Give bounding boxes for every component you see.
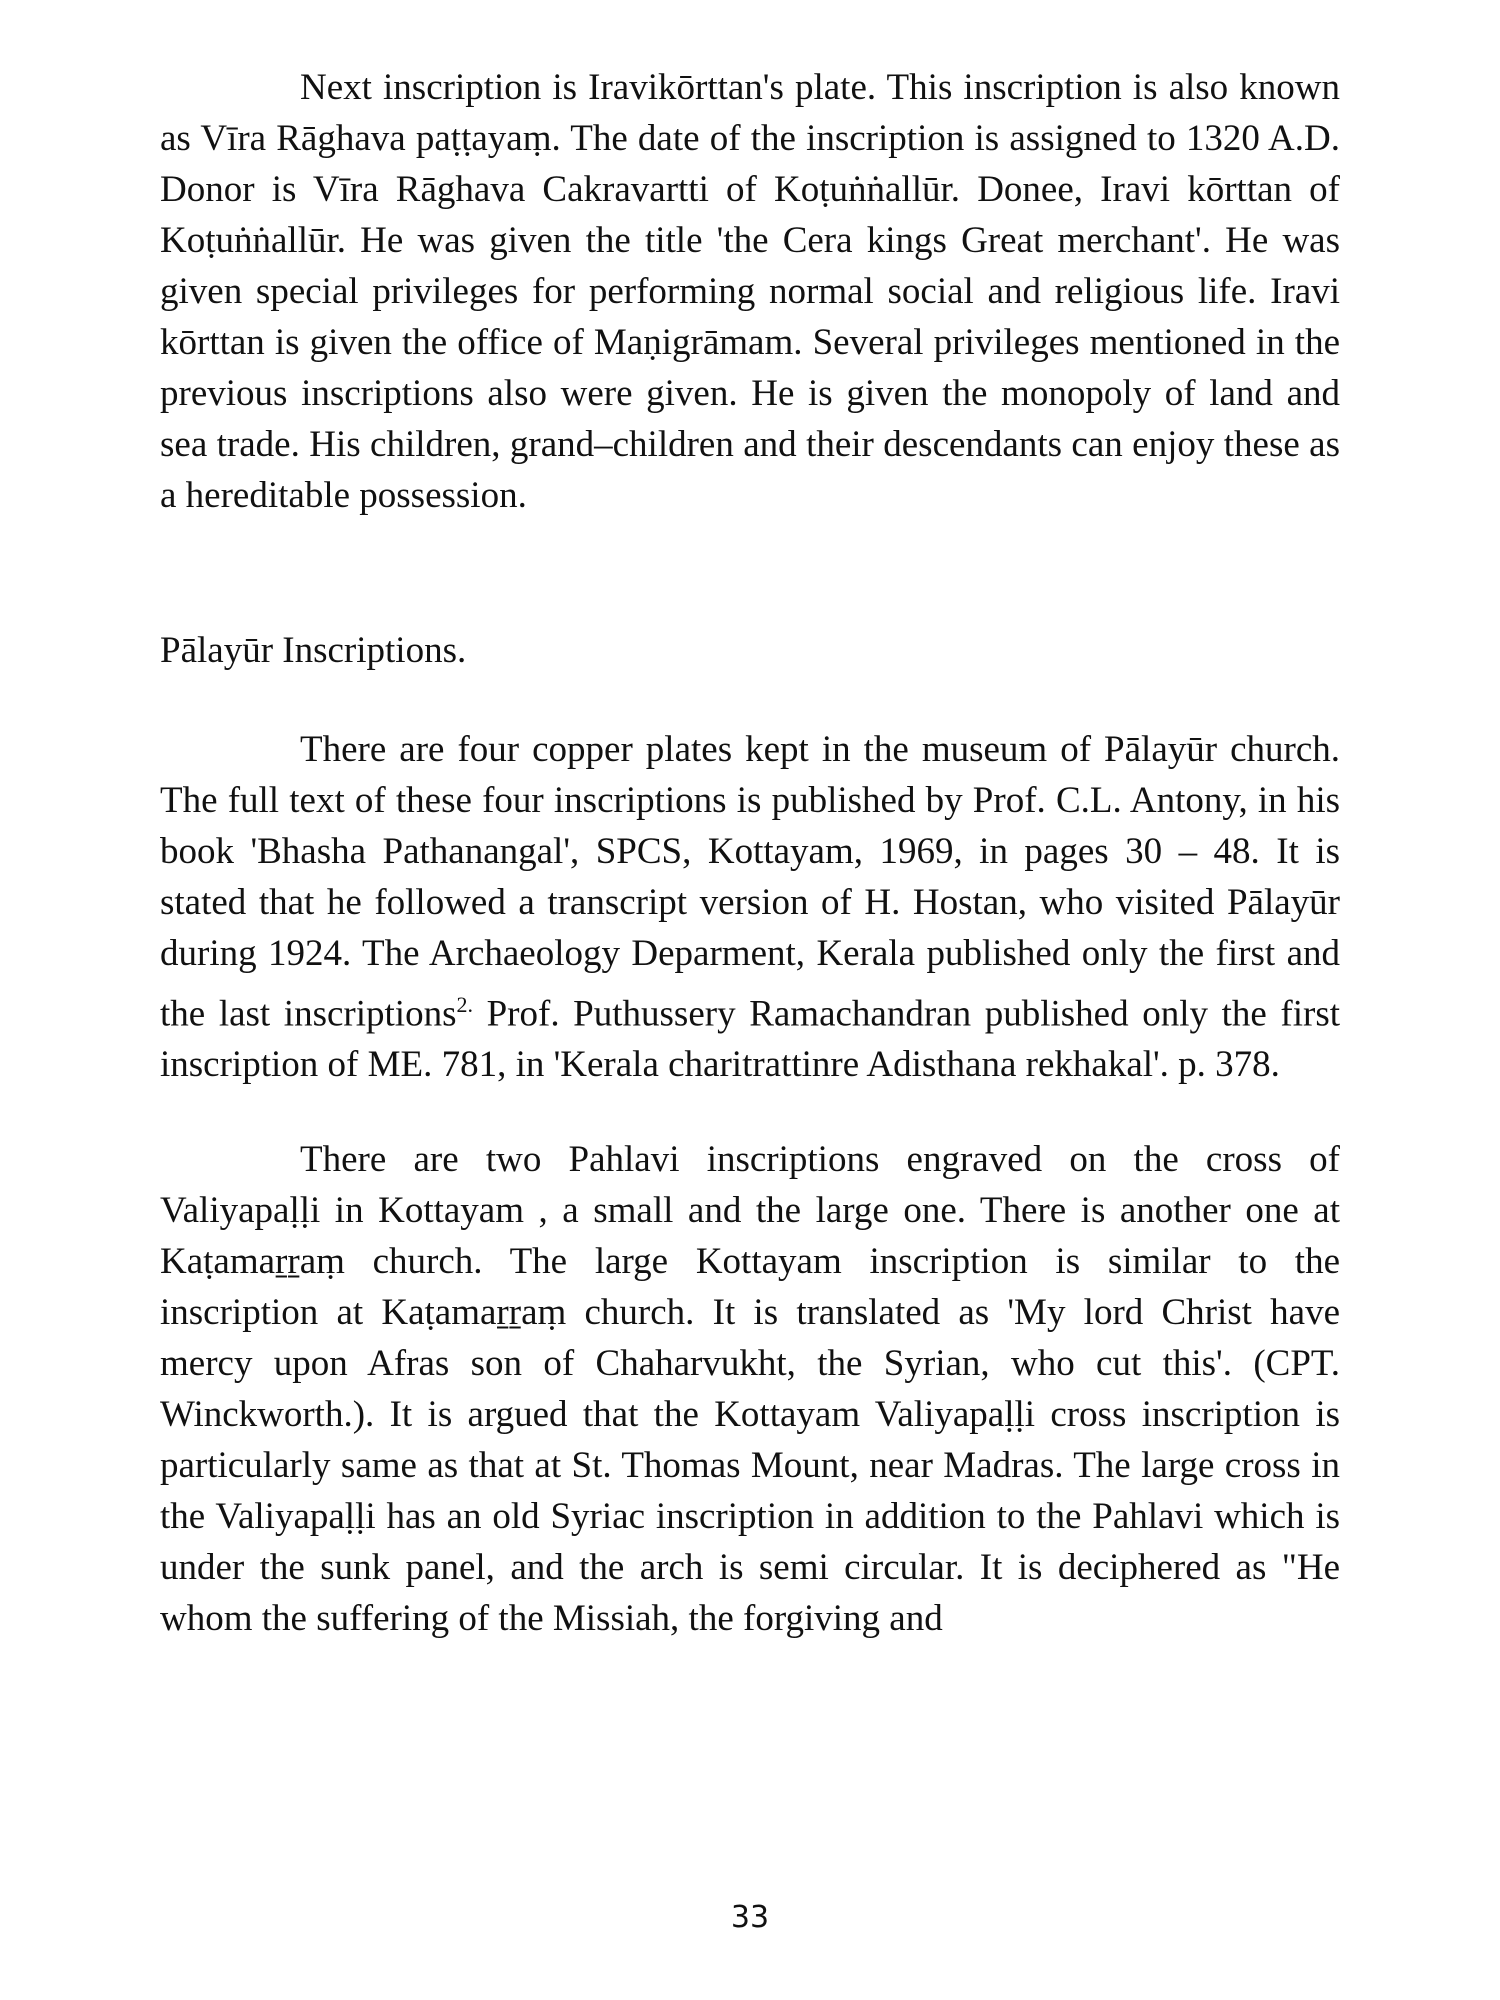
page-number: 33 xyxy=(730,1900,770,1935)
paragraph-palayur-text: There are four copper plates kept in the museum of Pālayūr church. The full text of these four inscriptions is published by Prof. C.L. Antony, in his book 'Bhasha Pathanangal', SPCS, Kottayam, 1969, in pages 30 – 48. It is stated that he followed a transcript version of H. Hostan, who visited Pālayūr during 1924. The Archaeology Deparment, Kerala published only the first and the last inscriptions xyxy=(160,729,1340,1035)
paragraph-palayur-copper-plates xyxy=(160,724,1340,1090)
paragraph-iravikorttan-plate: Next inscription is Iravikōrttan's plate. This inscription is also known as Vīra Rāghava paṭṭayaṃ. The date of the inscription is assigned to 1320 A.D. Donor is Vīra Rāghava Cakravartti of Koṭuṅṅallūr. Donee, Iravi kōrttan of Koṭuṅṅallūr. He was given the title 'the Cera kings Great merchant'. He was given special privileges for performing normal social and religious life. Iravi kōrttan is given the office of Maṇigrāmam. Several privileges mentioned in the previous inscriptions also were given. He is given the monopoly of land and sea trade. His children, grand–children and their descendants can enjoy these as a hereditable possession. xyxy=(160,67,1340,516)
paragraph-pahlavi-inscriptions: There are two Pahlavi inscriptions engraved on the cross of Valiyapaḷḷi in Kottayam , a small and the large one. There is another one at Kaṭamaṟṟaṃ church. The large Kottayam inscription is similar to the inscription at Kaṭamaṟṟaṃ church. It is translated as 'My lord Christ have mercy upon Afras son of Chaharvukht, the Syrian, who cut this'. (CPT. Winckworth.). It is argued that the Kottayam Valiyapaḷḷi cross inscription is particularly same as that at St. Thomas Mount, near Madras. The large cross in the Valiyapaḷḷi has an old Syriac inscription in addition to the Pahlavi which is under the sunk panel, and the arch is semi circular. It is deciphered as "He whom the suffering of the Missiah, the forgiving and xyxy=(160,1139,1340,1640)
section-heading-palayur: Pālayūr Inscriptions. xyxy=(160,630,467,671)
document-page xyxy=(160,62,1340,1644)
footnote-reference: 2. xyxy=(456,992,473,1017)
paragraph-palayur-text-continued: Prof. Puthussery Ramachandran published only the first inscription of ME. 781, in 'Kerala charitrattinre Adisthana rekhakal'. p. 378. xyxy=(160,993,1340,1086)
